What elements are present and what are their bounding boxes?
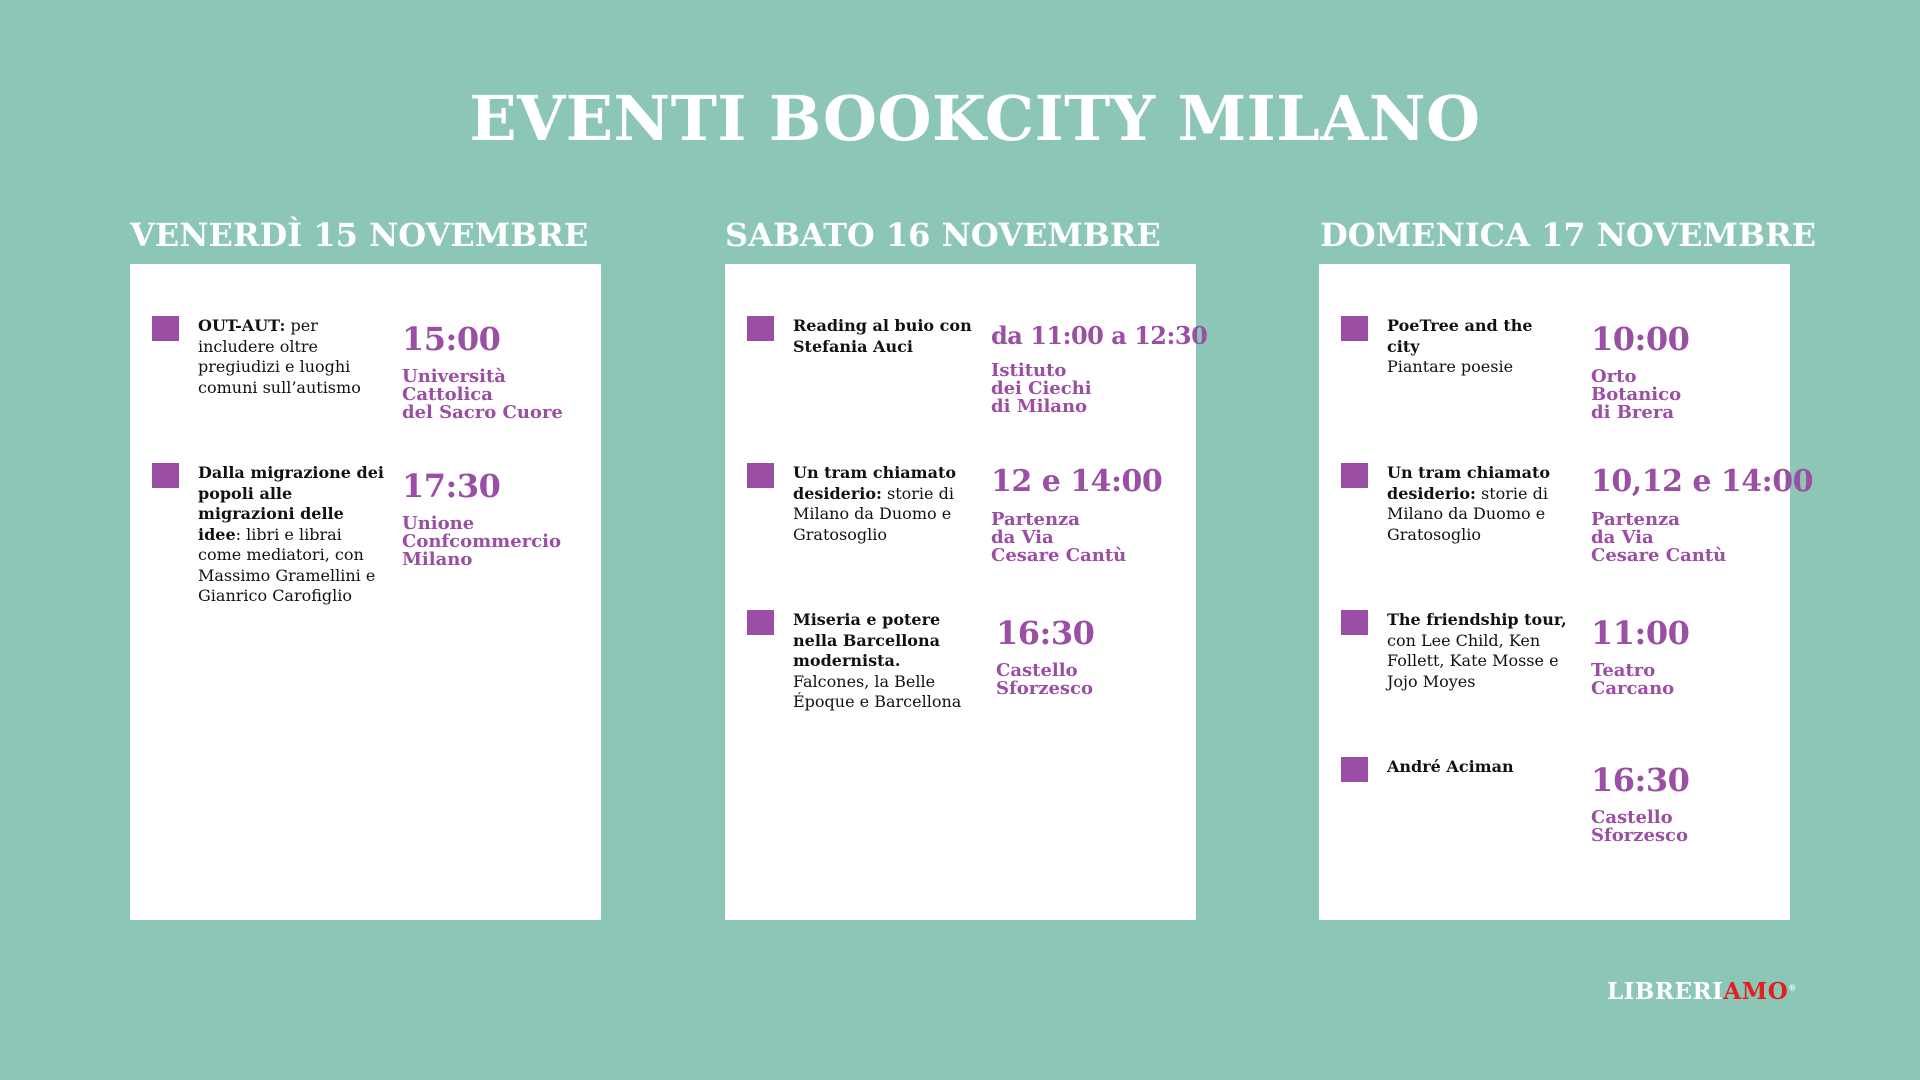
event-location-line: Partenza: [1591, 509, 1680, 530]
bullet-square-icon: [152, 463, 179, 488]
event-location-line: Botanico: [1591, 384, 1682, 405]
event-location: [1591, 368, 1681, 422]
event-location-line: Orto: [1591, 366, 1637, 387]
event-location-line: Carcano: [1591, 678, 1675, 699]
event-time: 12 e 14:00: [991, 464, 1163, 499]
event-location: [1591, 662, 1674, 698]
event-location: [1591, 511, 1726, 565]
event-location: [402, 368, 563, 422]
event-time: 16:30: [1591, 761, 1690, 799]
page-title: EVENTI BOOKCITY MILANO: [469, 82, 1481, 155]
event-location-line: da Via: [1591, 527, 1654, 548]
event-location-line: del Sacro Cuore: [402, 402, 563, 423]
bullet-square-icon: [1341, 463, 1368, 488]
event-location-line: Teatro: [1591, 660, 1656, 681]
day-heading-sunday: DOMENICA 17 NOVEMBRE: [1320, 216, 1816, 254]
event-location-line: Partenza: [991, 509, 1080, 530]
day-heading-saturday: SABATO 16 NOVEMBRE: [725, 216, 1161, 254]
event-time: 16:30: [996, 614, 1095, 652]
event-title: Un tram chiamato desiderio:: [1387, 463, 1551, 503]
event-time: 11:00: [1591, 614, 1690, 652]
event-description: [1387, 757, 1569, 778]
event-location-line: Cesare Cantù: [991, 545, 1127, 566]
bullet-square-icon: [747, 463, 774, 488]
event-title: The friendship tour,: [1387, 610, 1567, 629]
event-location-line: Sforzesco: [996, 678, 1094, 699]
event-subtitle: con Lee Child, Ken Follett, Kate Mosse e Jojo Moyes: [1387, 630, 1559, 691]
event-location-line: Università: [402, 366, 506, 387]
event-location: [991, 511, 1126, 565]
event-location: [1591, 809, 1688, 845]
day-panel-saturday: [725, 264, 1208, 920]
event-subtitle: storie di Milano da Duomo e Gratosoglio: [1387, 483, 1548, 544]
event-location-line: Unione: [402, 513, 475, 534]
event-description: [1387, 316, 1569, 378]
event-subtitle: Piantare poesie: [1387, 357, 1514, 376]
event-title: Miseria e potere nella Barcellona modernista.: [793, 610, 941, 670]
event-description: [793, 316, 975, 357]
event-location-line: di Brera: [1591, 402, 1674, 423]
event-location-line: da Via: [991, 527, 1054, 548]
event-subtitle: per includere oltre pregiudizi e luoghi comuni sull’autismo: [198, 316, 361, 397]
event-location-line: Castello: [1591, 807, 1673, 828]
day-panel-friday: [130, 264, 601, 920]
event-time: da 11:00 a 12:30: [991, 321, 1208, 350]
event-location-line: Cesare Cantù: [1591, 545, 1727, 566]
event-description: [1387, 463, 1569, 545]
event-title: Un tram chiamato desiderio:: [793, 463, 957, 503]
bullet-square-icon: [747, 610, 774, 635]
event-description: [198, 316, 388, 398]
event-title: Dalla migrazione dei popoli alle migrazioni delle idee: [198, 463, 384, 544]
event-location: [402, 515, 561, 569]
event-location-line: Milano: [402, 549, 473, 570]
event-description: [198, 463, 388, 607]
event-title: PoeTree and the city: [1387, 316, 1533, 356]
event-location-line: dei Ciechi: [991, 378, 1092, 399]
bullet-square-icon: [747, 316, 774, 341]
logo-text-white: LIBRERI: [1607, 978, 1724, 1005]
day-panel-sunday: [1319, 264, 1813, 920]
event-location: [996, 662, 1093, 698]
event-subtitle: storie di Milano da Duomo e Gratosoglio: [793, 483, 954, 544]
bullet-square-icon: [152, 316, 179, 341]
event-location-line: di Milano: [991, 396, 1088, 417]
logo-text-red: AMO: [1723, 978, 1789, 1005]
event-location-line: Castello: [996, 660, 1078, 681]
event-location-line: Confcommercio: [402, 531, 561, 552]
event-description: [1387, 610, 1569, 692]
day-heading-friday: VENERDÌ 15 NOVEMBRE: [130, 216, 589, 254]
event-location-line: Sforzesco: [1591, 825, 1689, 846]
event-title: Reading al buio con Stefania Auci: [793, 316, 972, 356]
event-location-line: Cattolica: [402, 384, 493, 405]
event-time: 10:00: [1591, 320, 1690, 358]
registered-mark: ®: [1788, 982, 1797, 993]
event-subtitle: Falcones, la Belle Époque e Barcellona: [793, 671, 962, 711]
event-subtitle: : libri e librai come mediatori, con Massimo Gramellini e Gianrico Carofiglio: [198, 524, 376, 605]
event-title: André Aciman: [1387, 757, 1514, 776]
event-location: [991, 362, 1092, 416]
event-description: [793, 463, 975, 545]
bullet-square-icon: [1341, 757, 1368, 782]
event-description: [793, 610, 975, 713]
bullet-square-icon: [1341, 316, 1368, 341]
event-location-line: Istituto: [991, 360, 1067, 381]
event-time: 17:30: [402, 467, 501, 505]
event-time: 15:00: [402, 320, 501, 358]
event-time: 10,12 e 14:00: [1591, 464, 1813, 499]
bullet-square-icon: [1341, 610, 1368, 635]
event-title: OUT-AUT:: [198, 316, 286, 335]
librariamo-logo[interactable]: [1607, 978, 1797, 1005]
